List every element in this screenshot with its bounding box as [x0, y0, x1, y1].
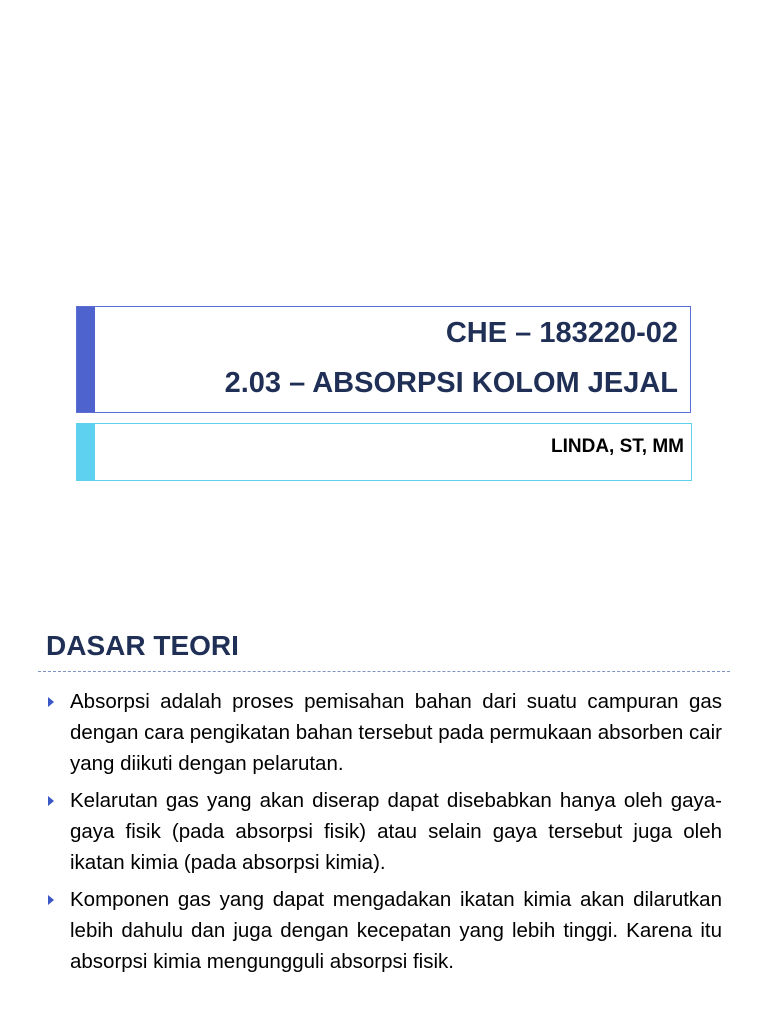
- triangle-bullet-icon: [48, 895, 54, 905]
- presenter-name: LINDA, ST, MM: [551, 436, 684, 457]
- subtitle-box: [76, 423, 692, 481]
- list-item: [46, 785, 722, 878]
- bullet-text: Absorpsi adalah proses pemisahan bahan dari suatu campuran gas dengan cara pengikatan bahan tersebut pada permukaan absorben cair yang diikuti dengan pelarutan.: [70, 690, 722, 775]
- course-code: CHE – 183220-02: [445, 317, 678, 349]
- triangle-bullet-icon: [48, 796, 54, 806]
- bullet-list: [46, 686, 722, 983]
- list-item: [46, 884, 722, 977]
- heading-divider: [38, 671, 730, 672]
- bullet-text: Komponen gas yang dapat mengadakan ikatan kimia akan dilarutkan lebih dahulu dan juga dengan kecepatan yang lebih tinggi. Karena itu absorpsi kimia mengungguli absorpsi fisik.: [70, 888, 722, 973]
- slide-title: 2.03 – ABSORPSI KOLOM JEJAL: [224, 367, 678, 399]
- list-item: [46, 686, 722, 779]
- title-accent-bar: [77, 307, 95, 412]
- triangle-bullet-icon: [48, 697, 54, 707]
- title-box: [76, 306, 691, 413]
- section-heading: DASAR TEORI: [46, 630, 239, 661]
- subtitle-accent-bar: [77, 424, 95, 480]
- bullet-text: Kelarutan gas yang akan diserap dapat disebabkan hanya oleh gaya-gaya fisik (pada absorpsi fisik) atau selain gaya tersebut juga oleh ikatan kimia (pada absorpsi kimia).: [70, 789, 722, 874]
